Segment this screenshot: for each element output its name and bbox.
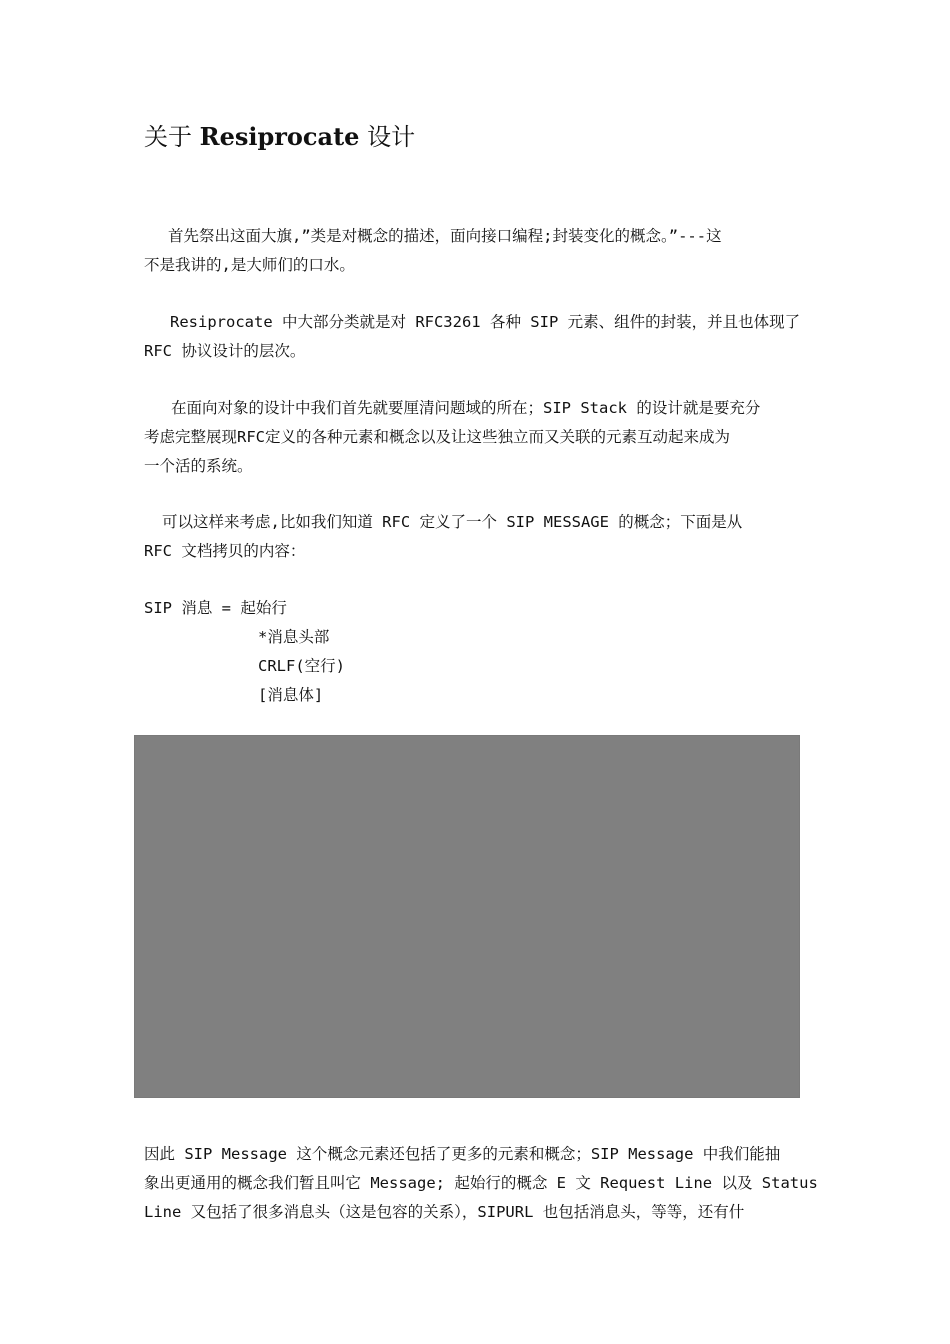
paragraph-sip-message [144,508,808,566]
definition-line: *消息头部 [258,628,330,646]
figure-placeholder-image [134,735,800,1098]
page-title [144,120,415,154]
text-line: Line 又包括了很多消息头（这是包容的关系），SIPURL 也包括消息头，等等，还有什 [144,1203,745,1221]
paragraph-oo-design [144,394,808,481]
title-bold: Resiprocate [199,122,360,151]
text-line: RFC 协议设计的层次。 [144,342,306,360]
text-line: 可以这样来考虑,比如我们知道 RFC 定义了一个 SIP MESSAGE 的概念；下面是从 [162,513,743,531]
text-line: RFC 文档拷贝的内容： [144,542,306,560]
text-line: 象出更通用的概念我们暂且叫它 Message; 起始行的概念 E 文 Request Line 以及 Status [144,1174,818,1192]
text-line: 在面向对象的设计中我们首先就要厘清问题域的所在；SIP Stack 的设计就是要充分 [171,399,761,417]
text-line: 不是我讲的,是大师们的口水。 [144,256,355,274]
paragraph-intro [144,222,808,280]
definition-line: CRLF(空行) [258,657,345,675]
sip-message-definition [144,594,808,710]
definition-line: SIP 消息 = 起始行 [144,599,287,617]
paragraph-resiprocate [144,308,808,366]
definition-line: [消息体] [258,686,324,704]
text-line: 考虑完整展现RFC定义的各种元素和概念以及让这些独立而又关联的元素互动起来成为 [144,428,730,446]
title-suffix: 设计 [359,123,416,151]
text-line: 因此 SIP Message 这个概念元素还包括了更多的元素和概念；SIP Message 中我们能抽 [144,1145,781,1163]
title-prefix: 关于 [144,123,200,151]
paragraph-message-elements [144,1140,818,1227]
text-line: Resiprocate 中大部分类就是对 RFC3261 各种 SIP 元素、组件的封装，并且也体现了 [170,313,801,331]
text-line: 首先祭出这面大旗,”类是对概念的描述，面向接口编程;封装变化的概念。”---这 [168,227,722,245]
text-line: 一个活的系统。 [144,457,253,475]
